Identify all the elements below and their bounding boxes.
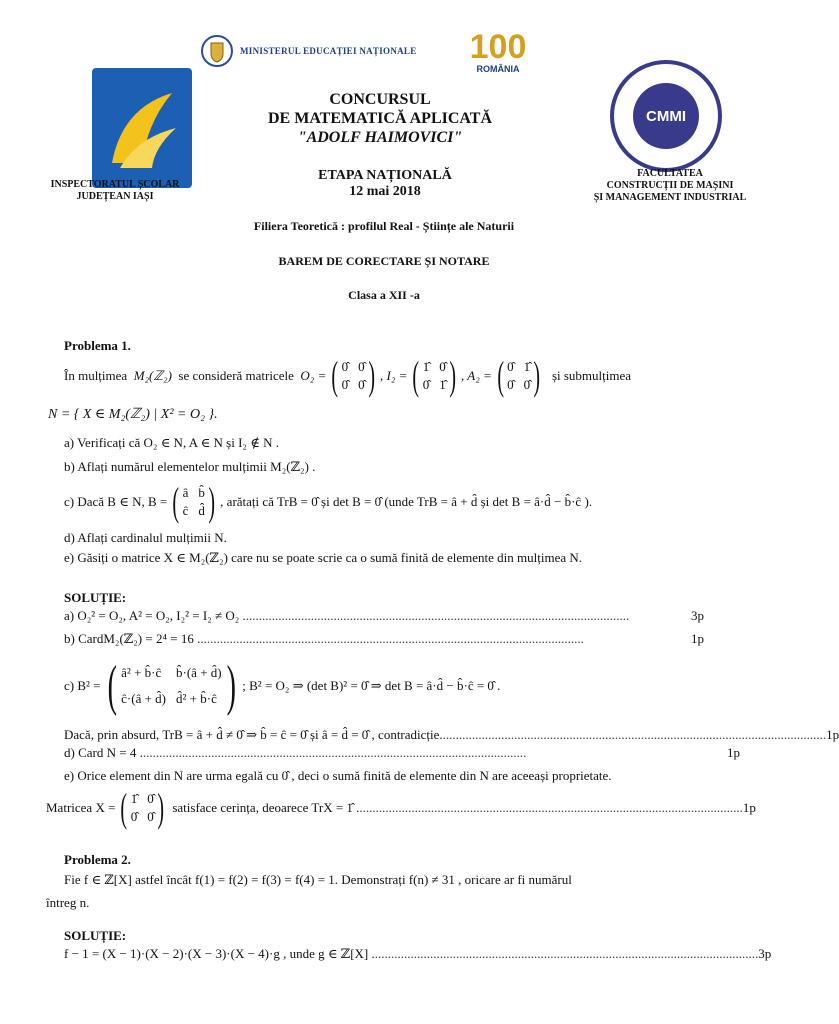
hand-book-icon bbox=[92, 68, 192, 188]
stage-info bbox=[270, 168, 500, 200]
right-org-line2: CONSTRUCȚII DE MAȘINI bbox=[606, 180, 734, 191]
intro-a: În mulțimea bbox=[64, 368, 128, 383]
problem1-d: d) Aflați cardinalul mulțimii N. bbox=[64, 530, 227, 545]
sol1-a-points: 3p bbox=[691, 608, 704, 623]
dot-leader: ...................................................................................................................... bbox=[200, 631, 584, 646]
set-definition: N = { X ∈ M₂(ℤ₂) | X² = O₂ }. bbox=[48, 407, 218, 422]
sol1-c-post: ; B² = O₂ ⇒ (det B)² = 0̂ ⇒ det B = â·d̂ − b̂·ĉ = 0̂ . bbox=[242, 678, 501, 693]
left-org bbox=[30, 179, 200, 203]
inspectorat-logo bbox=[92, 68, 192, 188]
sol1-e2-pre: Matricea X = bbox=[46, 800, 116, 815]
problem2-text2: întreg n. bbox=[46, 895, 90, 910]
m2z2-symbol: M₂(ℤ₂) bbox=[133, 368, 172, 383]
sol2-line1-text: f − 1 = (X − 1)·(X − 2)·(X − 3)·(X − 4)·g , unde g ∈ ℤ[X] . bbox=[64, 946, 375, 961]
i2-label: , I₂ = bbox=[380, 368, 408, 383]
centenary-logo bbox=[458, 30, 538, 74]
sol2-line1-points: 3p bbox=[758, 946, 772, 961]
problem2-text1: Fie f ∈ ℤ[X] astfel încât f(1) = f(2) = f(3) = f(4) = 1. Demonstrați f(n) ≠ 31 , oricare ar fi numărul bbox=[64, 872, 572, 887]
problem1-e: e) Găsiți o matrice X ∈ M₂(ℤ₂) care nu se poate scrie ca o sumă finită de elemente din mulțimea N. bbox=[64, 550, 583, 565]
sol1-b-points: 1p bbox=[691, 631, 704, 646]
c-pre: c) Dacă B ∈ N, B = bbox=[64, 494, 168, 509]
problem1-c bbox=[64, 479, 593, 524]
sol1-d-text: d) Card N = 4 . bbox=[64, 745, 143, 760]
intro-c: și submulțimea bbox=[551, 368, 632, 383]
solution2-line1 bbox=[64, 946, 772, 962]
matrix-b: ( â b̂ ĉ d̂ ) bbox=[172, 479, 215, 524]
solution1-b bbox=[64, 631, 704, 647]
sol1-e2-post: satisface cerința, deoarece TrX = 1̂ . bbox=[172, 800, 360, 815]
left-org-line1: INSPECTORATUL ȘCOLAR bbox=[50, 179, 180, 190]
coat-of-arms-icon bbox=[200, 34, 234, 68]
sol1-c2-points: 1p bbox=[826, 727, 839, 742]
centenary-country: ROMÂNIA bbox=[476, 64, 520, 74]
title-line3: "ADOLF HAIMOVICI" bbox=[297, 129, 463, 146]
problem1-title: Problema 1. bbox=[64, 338, 131, 353]
sol1-c2-text: Dacă, prin absurd, TrB = â + d̂ ≠ 0̂ ⇒ b̂ = ĉ = 0̂ și â = d̂ = 0̂ , contradicție. bbox=[64, 727, 443, 742]
matrix-i2: ( 1̂ 0̂ 0̂ 1̂ ) bbox=[412, 353, 456, 398]
right-org bbox=[580, 168, 760, 204]
title-line2: DE MATEMATICĂ APLICATĂ bbox=[267, 110, 492, 127]
problem2-title: Problema 2. bbox=[64, 852, 131, 867]
ministry-name: MINISTERUL EDUCAȚIEI NAȚIONALE bbox=[240, 46, 417, 56]
right-org-line3: ȘI MANAGEMENT INDUSTRIAL bbox=[593, 192, 747, 203]
c-post: , arătați că TrB = 0̂ și det B = 0̂ (unde TrB = â + d̂ și det B = â·d̂ − b̂·ĉ ). bbox=[220, 494, 593, 509]
solution1-c2 bbox=[64, 727, 839, 743]
sol1-b-text: b) CardM₂(ℤ₂) = 2⁴ = 16 . bbox=[64, 631, 201, 646]
matrix-b-squared: ( â² + b̂·ĉ b̂·(â + d̂) ĉ·(â + d̂) d̂² + b̂·ĉ ) bbox=[107, 655, 236, 717]
cmmi-logo bbox=[610, 60, 722, 172]
sol1-e2-points: 1p bbox=[742, 800, 756, 815]
dot-leader: ...................................................................................................................... bbox=[374, 946, 759, 961]
ministry-logo bbox=[200, 34, 417, 68]
dot-leader: ...................................................................................................................... bbox=[142, 745, 527, 760]
solution2-title: SOLUȚIE: bbox=[64, 928, 127, 943]
o2-label: O₂ = bbox=[300, 368, 327, 383]
sol1-d-points: 1p bbox=[727, 745, 740, 760]
solution1-c bbox=[64, 655, 501, 717]
dot-leader: ...................................................................................................................... bbox=[442, 727, 827, 742]
title-line1: CONCURSUL bbox=[329, 91, 431, 108]
cmmi-logo-text: CMMI bbox=[646, 107, 686, 125]
right-org-line1: FACULTATEA bbox=[637, 168, 703, 179]
solution1-e1: e) Orice element din N are urma egală cu 0̂ , deci o sumă finită de elemente din N are aceeași proprietate. bbox=[64, 768, 612, 783]
class-label: Clasa a XII -a bbox=[348, 288, 420, 302]
stage-date: 12 mai 2018 bbox=[349, 184, 421, 199]
matrix-x: ( 1̂ 0̂ 0̂ 0̂ ) bbox=[120, 785, 164, 830]
a2-label: , A₂ = bbox=[461, 368, 492, 383]
solution1-e2 bbox=[46, 785, 756, 830]
dot-leader: ...................................................................................................................... bbox=[359, 800, 743, 815]
solution1-a bbox=[64, 608, 704, 624]
intro-b: se consideră matricele bbox=[178, 368, 294, 383]
dot-leader: ...................................................................................................................... bbox=[245, 608, 630, 623]
problem1-intro bbox=[64, 353, 632, 398]
sol1-a-text: a) O₂² = O₂, A² = O₂, I₂² = I₂ ≠ O₂ . bbox=[64, 608, 246, 623]
problem1-a: a) Verificați că O₂ ∈ N, A ∈ N și I₂ ∉ N . bbox=[64, 435, 279, 450]
barem-title: BAREM DE CORECTARE ȘI NOTARE bbox=[278, 254, 490, 268]
matrix-o2: ( 0̂ 0̂ 0̂ 0̂ ) bbox=[331, 353, 375, 398]
stage-name: ETAPA NAȚIONALĂ bbox=[318, 168, 452, 183]
sol1-c-pre: c) B² = bbox=[64, 678, 101, 693]
centenary-number: 100 bbox=[469, 28, 527, 66]
left-org-line2: JUDEȚEAN IAȘI bbox=[76, 191, 154, 202]
problem1-b: b) Aflați numărul elementelor mulțimii M₂(ℤ₂) . bbox=[64, 459, 316, 474]
solution1-d bbox=[64, 745, 740, 761]
solution1-title: SOLUȚIE: bbox=[64, 590, 127, 605]
matrix-a2: ( 0̂ 1̂ 0̂ 0̂ ) bbox=[497, 353, 541, 398]
contest-title bbox=[220, 90, 540, 147]
filiera: Filiera Teoretică : profilul Real - Științe ale Naturii bbox=[253, 219, 515, 233]
